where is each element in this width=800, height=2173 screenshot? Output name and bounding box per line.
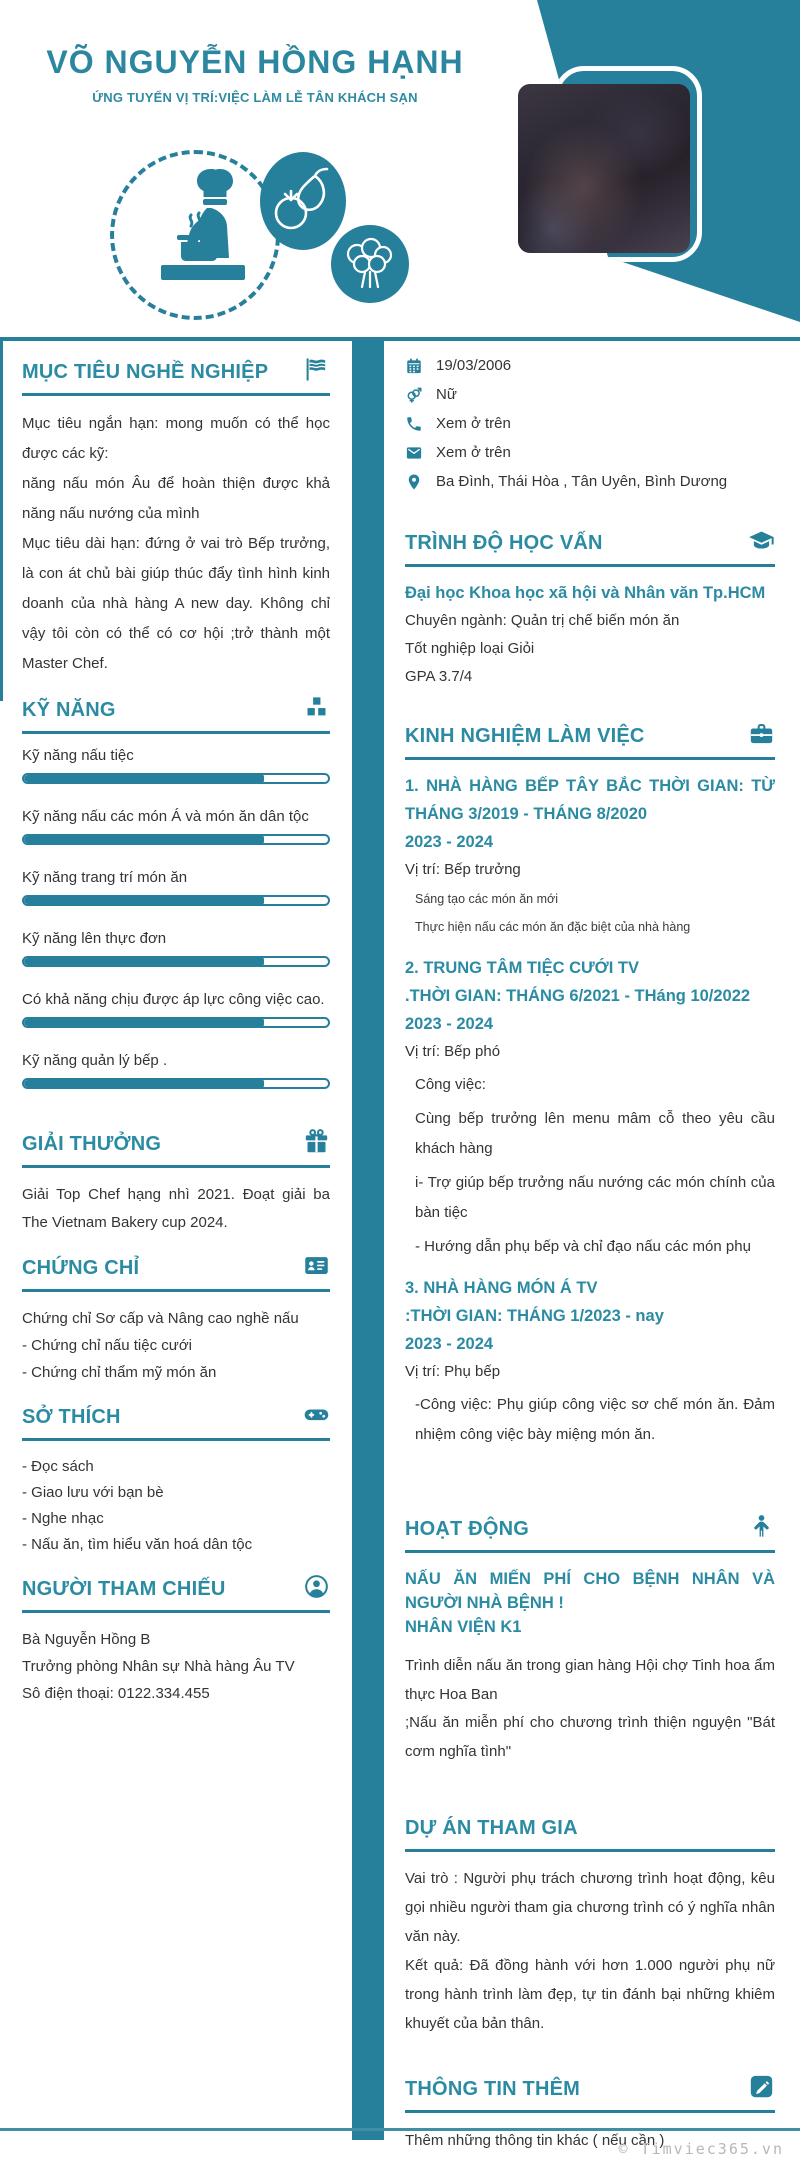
reference-line: Bà Nguyễn Hồng B <box>22 1631 151 1648</box>
reference-line: Trưởng phòng Nhân sự Nhà hàng Âu TV <box>22 1658 295 1675</box>
gender-value: Nữ <box>436 386 457 403</box>
job-task: Công việc: <box>415 1076 486 1093</box>
right-column <box>386 341 800 2155</box>
skill-bar-fill <box>24 836 264 843</box>
gift-icon <box>303 1128 330 1155</box>
candidate-name: VÕ NGUYỄN HỒNG HẠNH <box>46 44 464 80</box>
contact-row <box>405 467 775 496</box>
left-column <box>0 341 352 1707</box>
email-icon <box>405 444 423 462</box>
calendar-icon <box>405 357 423 375</box>
email-value: Xem ở trên <box>436 444 511 461</box>
skill-item <box>22 991 330 1028</box>
section-title: HOẠT ĐỘNG <box>405 1518 530 1540</box>
additional-text: Thêm những thông tin khác ( nếu cần ) <box>405 2132 665 2149</box>
project-paragraph: Kết quả: Đã đồng hành với hơn 1.000 người phụ nữ trong hành trình làm đẹp, tự tin đánh bại những khiêm khuyết của bản thân. <box>405 1957 775 2032</box>
activities-heading-line: NHÂN VIỆN K1 <box>405 1618 522 1636</box>
job-title-line: :THỜI GIAN: THÁNG 1/2023 - nay <box>405 1307 664 1325</box>
pencil-icon <box>748 2073 775 2100</box>
section-objective-header <box>22 341 330 396</box>
skill-bar-track <box>22 1078 330 1089</box>
contact-row <box>405 380 775 409</box>
phone-icon <box>405 415 423 433</box>
hobbies-list <box>22 1454 330 1558</box>
certificate-line: Chứng chỉ Sơ cấp và Nâng cao nghề nấu <box>22 1310 299 1327</box>
skill-bar-track <box>22 895 330 906</box>
section-title: KINH NGHIỆM LÀM VIỆC <box>405 725 645 747</box>
section-projects-header <box>405 1802 775 1852</box>
section-title: DỰ ÁN THAM GIA <box>405 1817 578 1839</box>
chef-cooking-icon <box>141 163 263 311</box>
profile-photo <box>518 84 690 253</box>
section-activities-header <box>405 1498 775 1553</box>
projects-body <box>405 1864 775 2038</box>
awards-text: Giải Top Chef hạng nhì 2021. Đoạt giải ba The Vietnam Bakery cup 2024. <box>22 1186 330 1231</box>
hobby-line: - Nghe nhạc <box>22 1510 104 1527</box>
objective-text <box>22 409 330 679</box>
certificates-list <box>22 1305 330 1386</box>
objective-paragraph: Mục tiêu dài hạn: đứng ở vai trò Bếp trưởng, là con át chủ bài giúp thúc đẩy tình hình kinh doanh của nhà hàng A new day. Không chỉ vậy tôi còn có thể có cơ hội ;trở thành một Master Chef. <box>22 535 330 672</box>
skill-label: Kỹ năng nấu tiệc <box>22 747 134 764</box>
column-divider-bar <box>352 341 384 2140</box>
job-tasks <box>405 1070 775 1262</box>
job-small-line: Thực hiện nấu các món ăn đặc biệt của nhà hàng <box>415 920 691 934</box>
gender-icon <box>405 386 423 404</box>
applied-position: ỨNG TUYỂN VỊ TRÍ:VIỆC LÀM LỄ TÂN KHÁCH SẠN <box>92 90 418 105</box>
skill-bar-fill <box>24 897 264 904</box>
job-title-line: 3. NHÀ HÀNG MÓN Á TV <box>405 1279 598 1297</box>
graduation-cap-icon <box>748 527 775 554</box>
job-task: -Công việc: Phụ giúp công việc sơ chế món ăn. Đảm nhiệm công việc bày miệng món ăn. <box>415 1396 775 1443</box>
skill-bar-track <box>22 956 330 967</box>
hobby-line: - Đọc sách <box>22 1458 94 1475</box>
section-title: NGƯỜI THAM CHIẾU <box>22 1578 226 1600</box>
section-education-header <box>405 512 775 567</box>
job-task: i- Trợ giúp bếp trưởng nấu nướng các món chính của bàn tiệc <box>415 1174 775 1221</box>
section-title: SỞ THÍCH <box>22 1406 121 1428</box>
job-title-line: .THỜI GIAN: THÁNG 6/2021 - THáng 10/2022 <box>405 987 751 1005</box>
certificate-line: - Chứng chỉ thẩm mỹ món ăn <box>22 1364 217 1381</box>
section-certificates-header <box>22 1237 330 1292</box>
skill-label: Kỹ năng trang trí món ăn <box>22 869 188 886</box>
activities-line: ;Nấu ăn miễn phí cho chương trình thiện nguyện "Bát cơm nghĩa tình" <box>405 1714 775 1760</box>
reference-list <box>22 1626 330 1707</box>
location-icon <box>405 473 423 491</box>
objective-paragraph: Mục tiêu ngắn hạn: mong muốn có thể học được các kỹ: <box>22 415 330 462</box>
hobby-line: - Nấu ăn, tìm hiểu văn hoá dân tộc <box>22 1536 253 1553</box>
project-paragraph: Vai trò : Người phụ trách chương trình hoạt động, kêu gọi nhiều người tham gia chương trình có ý nghĩa nhân văn này. <box>405 1870 775 1945</box>
education-school: Đại học Khoa học xã hội và Nhân văn Tp.HCM <box>405 584 766 602</box>
activities-line: Trình diễn nấu ăn trong gian hàng Hội chợ Tinh hoa ẩm thực Hoa Ban <box>405 1657 775 1703</box>
contact-info <box>405 341 775 496</box>
skill-item <box>22 747 330 784</box>
job-title <box>405 954 775 1038</box>
education-line: Chuyên ngành: Quản trị chế biến món ăn <box>405 612 680 629</box>
skill-item <box>22 1052 330 1089</box>
section-title: GIẢI THƯỞNG <box>22 1133 162 1155</box>
contact-row <box>405 409 775 438</box>
section-skills-header <box>22 679 330 734</box>
flag-icon <box>303 356 330 383</box>
contact-row <box>405 351 775 380</box>
activities-heading-line: NẤU ĂN MIẾN PHÍ CHO BỆNH NHÂN VÀ NGƯỜI NHÀ BỆNH ! <box>405 1570 775 1612</box>
cubes-icon <box>303 694 330 721</box>
section-experience-header <box>405 705 775 760</box>
skill-bar-track <box>22 834 330 845</box>
reference-line: Sô điện thoại: 0122.334.455 <box>22 1685 210 1702</box>
job-title-line: 2023 - 2024 <box>405 1015 494 1033</box>
job-position: Vị trí: Bếp phó <box>405 1043 501 1060</box>
education-line: GPA 3.7/4 <box>405 668 473 685</box>
job-title-line: 2023 - 2024 <box>405 833 494 851</box>
phone-value: Xem ở trên <box>436 415 511 432</box>
skill-label: Kỹ năng nấu các món Á và món ăn dân tộc <box>22 808 309 825</box>
skill-label: Có khả năng chịu được áp lực công việc cao. <box>22 991 325 1008</box>
skill-label: Kỹ năng lên thực đơn <box>22 930 167 947</box>
dob-value: 19/03/2006 <box>436 357 512 374</box>
section-title: CHỨNG CHỈ <box>22 1257 140 1279</box>
skill-item <box>22 808 330 845</box>
job-position: Vị trí: Phụ bếp <box>405 1363 501 1380</box>
section-title: TRÌNH ĐỘ HỌC VẤN <box>405 532 603 554</box>
skill-bar-fill <box>24 775 264 782</box>
job-task: - Hướng dẫn phụ bếp và chỉ đạo nấu các món phụ <box>415 1238 751 1255</box>
experience-job <box>405 1274 775 1450</box>
job-title-line: 2. TRUNG TÂM TIỆC CƯỚI TV <box>405 959 640 977</box>
activities-heading <box>405 1567 775 1639</box>
section-title: KỸ NĂNG <box>22 699 116 721</box>
education-line: Tốt nghiệp loại Giỏi <box>405 640 535 657</box>
job-small-line: Sáng tạo các món ăn mới <box>415 892 558 906</box>
hobby-line: - Giao lưu với bạn bè <box>22 1484 164 1501</box>
skill-bar-track <box>22 1017 330 1028</box>
section-additional-header <box>405 2058 775 2113</box>
skill-item <box>22 930 330 967</box>
job-title <box>405 1274 775 1358</box>
job-title <box>405 772 775 856</box>
address-value: Ba Đình, Thái Hòa , Tân Uyên, Bình Dương <box>436 473 728 490</box>
footer-divider <box>0 2128 800 2131</box>
skill-item <box>22 869 330 906</box>
section-hobbies-header <box>22 1386 330 1441</box>
job-tasks <box>405 1390 775 1450</box>
section-reference-header <box>22 1558 330 1613</box>
contact-row <box>405 438 775 467</box>
skills-list <box>22 747 330 1089</box>
skill-label: Kỹ năng quản lý bếp . <box>22 1052 168 1069</box>
skill-bar-track <box>22 773 330 784</box>
cauliflower-badge-icon <box>330 224 410 304</box>
skill-bar-fill <box>24 1080 264 1087</box>
skill-bar-fill <box>24 1019 264 1026</box>
section-title: MỤC TIÊU NGHỀ NGHIỆP <box>22 361 269 383</box>
job-detail-small <box>405 886 775 940</box>
activities-body <box>405 1652 775 1766</box>
job-task: Cùng bếp trưởng lên menu mâm cỗ theo yêu cầu khách hàng <box>415 1110 775 1157</box>
gamepad-icon <box>303 1401 330 1428</box>
education-details <box>405 607 775 691</box>
job-title-line: 1. NHÀ HÀNG BẾP TÂY BẮC THỜI GIAN: TỪ THÁNG 3/2019 - THÁNG 8/2020 <box>405 777 775 823</box>
section-awards-header <box>22 1113 330 1168</box>
user-icon <box>303 1573 330 1600</box>
skill-bar-fill <box>24 958 264 965</box>
id-card-icon <box>303 1252 330 1279</box>
person-icon <box>748 1513 775 1540</box>
objective-paragraph: năng nấu món Âu để hoàn thiện được khả năng nấu nướng của mình <box>22 475 330 522</box>
certificate-line: - Chứng chỉ nấu tiệc cưới <box>22 1337 192 1354</box>
experience-job <box>405 954 775 1262</box>
job-title-line: 2023 - 2024 <box>405 1335 494 1353</box>
job-position: Vị trí: Bếp trưởng <box>405 861 521 878</box>
experience-job <box>405 772 775 940</box>
section-title: THÔNG TIN THÊM <box>405 2078 581 2100</box>
watermark: © Timviec365.vn <box>618 2140 784 2158</box>
briefcase-icon <box>748 720 775 747</box>
